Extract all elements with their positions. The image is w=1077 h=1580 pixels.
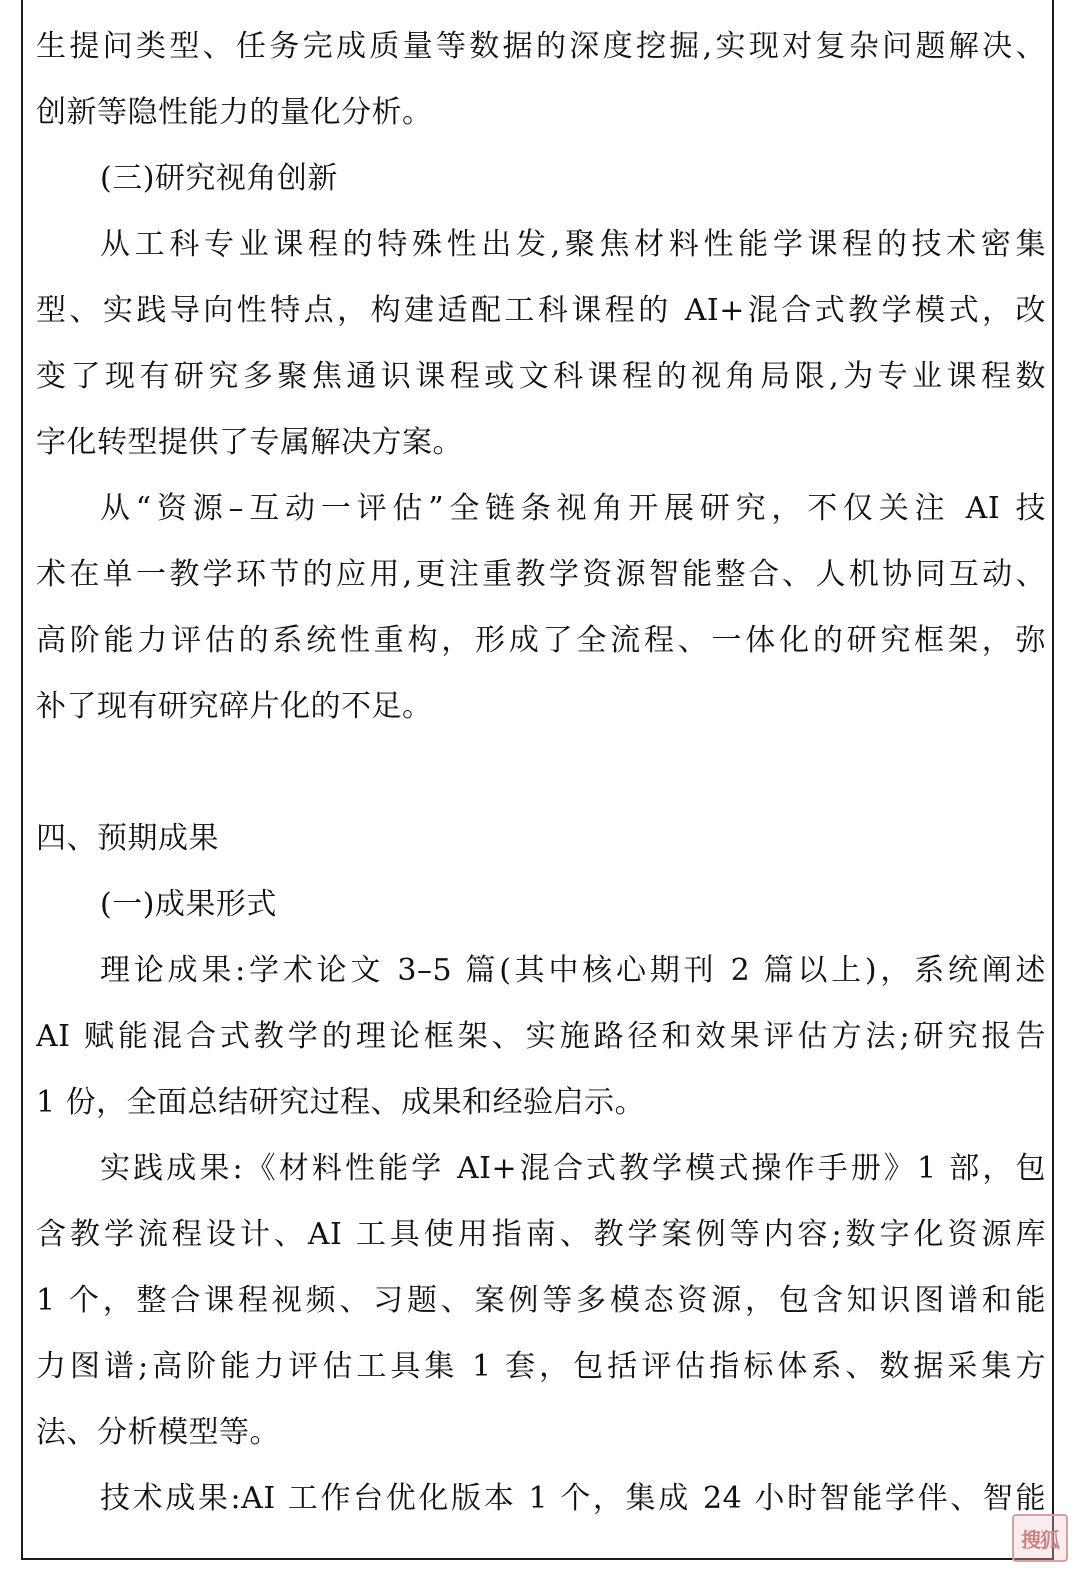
text-line: 法、分析模型等。 (36, 1415, 280, 1450)
text-line: 型、实践导向性特点，构建适配工科课程的 AI+混合式教学模式，改 (36, 293, 1046, 328)
text-line: 从“资源–互动一评估”全链条视角开展研究，不仅关注 AI 技 (100, 491, 1046, 526)
text-line: 从工科专业课程的特殊性出发,聚焦材料性能学课程的技术密集 (100, 227, 1046, 262)
text-line: 1 个，整合课程视频、习题、案例等多模态资源，包含知识图谱和能 (36, 1283, 1046, 1318)
section-heading: (三)研究视角创新 (100, 161, 338, 196)
document-body (36, 14, 1046, 1532)
text-line: AI 赋能混合式教学的理论框架、实施路径和效果评估方法;研究报告 (36, 1019, 1046, 1054)
text-line: 技术成果:AI 工作台优化版本 1 个，集成 24 小时智能学伴、智能 (100, 1481, 1046, 1516)
text-line: 力图谱;高阶能力评估工具集 1 套，包括评估指标体系、数据采集方 (36, 1349, 1046, 1384)
text-line: 创新等隐性能力的量化分析。 (36, 95, 433, 130)
paragraph-gap (36, 740, 1046, 806)
text-line: 生提问类型、任务完成质量等数据的深度挖掘,实现对复杂问题解决、 (36, 29, 1046, 64)
text-line: 1 份，全面总结研究过程、成果和经验启示。 (36, 1085, 646, 1120)
text-line: 变了现有研究多聚焦通识课程或文科课程的视角局限,为专业课程数 (36, 359, 1046, 394)
chapter-heading: 四、预期成果 (36, 821, 219, 856)
text-line: 术在单一教学环节的应用,更注重教学资源智能整合、人机协同互动、 (36, 557, 1046, 592)
text-line: 理论成果:学术论文 3–5 篇(其中核心期刊 2 篇以上)，系统阐述 (100, 953, 1046, 988)
text-line: 高阶能力评估的系统性重构，形成了全流程、一体化的研究框架，弥 (36, 623, 1046, 658)
text-line: 实践成果:《材料性能学 AI+混合式教学模式操作手册》1 部，包 (100, 1151, 1046, 1186)
text-line: 补了现有研究碎片化的不足。 (36, 689, 433, 724)
section-heading: (一)成果形式 (100, 887, 277, 922)
watermark-logo: 搜狐 (1012, 1514, 1068, 1562)
text-line: 字化转型提供了专属解决方案。 (36, 425, 463, 460)
text-line: 含教学流程设计、AI 工具使用指南、教学案例等内容;数字化资源库 (36, 1217, 1046, 1252)
